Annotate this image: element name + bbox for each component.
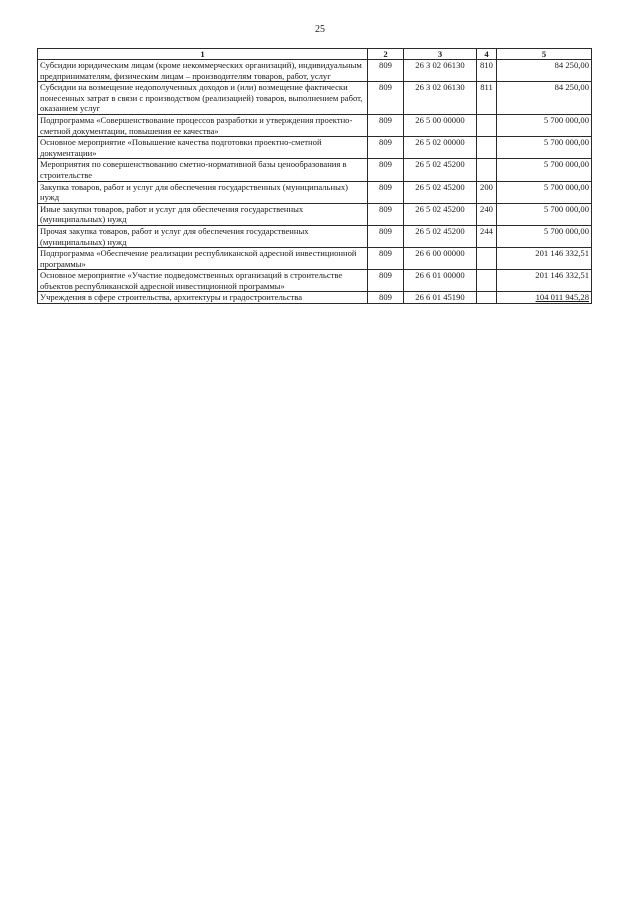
row-code-cell: 26 5 02 45200 [404,225,477,247]
row-name-cell: Учреждения в сфере строительства, архитектуры и градостроительства [38,292,368,304]
table-row [38,225,592,247]
row-sum-cell: 5 700 000,00 [497,203,592,225]
row-name-cell: Подпрограмма «Обеспечение реализации республиканской адресной инвестиционной программы» [38,248,368,270]
table-row [38,248,592,270]
row-grbs-cell: 809 [368,270,404,292]
column-header-code: 3 [404,49,477,60]
page-number: 25 [315,24,325,35]
table-header-row [38,49,592,60]
table-row [38,203,592,225]
row-grbs-cell: 809 [368,203,404,225]
row-name-cell: Мероприятия по совершенствованию сметно-нормативной базы ценообразования в строительстве [38,159,368,181]
row-name-cell: Субсидии юридическим лицам (кроме некоммерческих организаций), индивидуальным предпринимателям, физическим лицам – производителям товаров, работ, услуг [38,60,368,82]
row-name-cell: Основное мероприятие «Участие подведомственных организаций в строительстве объектов республиканской адресной инвестиционной программы» [38,270,368,292]
row-name-cell: Иные закупки товаров, работ и услуг для обеспечения государственных (муниципальных) нужд [38,203,368,225]
row-grbs-cell: 809 [368,159,404,181]
row-type-cell: 240 [477,203,497,225]
row-type-cell: 811 [477,82,497,115]
column-header-name: 1 [38,49,368,60]
row-code-cell: 26 5 00 00000 [404,114,477,136]
row-sum-cell: 201 146 332,51 [497,270,592,292]
row-grbs-cell: 809 [368,137,404,159]
row-grbs-cell: 809 [368,225,404,247]
table-row [38,114,592,136]
row-sum-cell: 84 250,00 [497,60,592,82]
row-type-cell [477,137,497,159]
row-grbs-cell: 809 [368,114,404,136]
row-name-cell: Прочая закупка товаров, работ и услуг для обеспечения государственных (муниципальных) нужд [38,225,368,247]
row-type-cell: 244 [477,225,497,247]
row-sum-cell: 5 700 000,00 [497,225,592,247]
row-code-cell: 26 5 02 00000 [404,137,477,159]
table-row [38,137,592,159]
row-type-cell [477,292,497,304]
row-name-cell: Субсидии на возмещение недополученных доходов и (или) возмещение фактически понесенных затрат в связи с производством (реализацией) товаров, выполнением работ, оказанием услуг [38,82,368,115]
row-grbs-cell: 809 [368,60,404,82]
row-code-cell: 26 6 00 00000 [404,248,477,270]
row-grbs-cell: 809 [368,82,404,115]
row-code-cell: 26 6 01 00000 [404,270,477,292]
row-code-cell: 26 5 02 45200 [404,203,477,225]
table-row [38,292,592,304]
column-header-sum: 5 [497,49,592,60]
column-header-grbs: 2 [368,49,404,60]
row-sum-cell: 5 700 000,00 [497,181,592,203]
row-code-cell: 26 5 02 45200 [404,159,477,181]
row-type-cell [477,114,497,136]
row-type-cell: 200 [477,181,497,203]
row-code-cell: 26 5 02 45200 [404,181,477,203]
table-row [38,60,592,82]
row-sum-cell: 84 250,00 [497,82,592,115]
row-name-cell: Закупка товаров, работ и услуг для обеспечения государственных (муниципальных) нужд [38,181,368,203]
budget-table [37,48,592,304]
row-sum-cell: 201 146 332,51 [497,248,592,270]
table-row [38,270,592,292]
row-grbs-cell: 809 [368,248,404,270]
table-row [38,181,592,203]
table-row [38,159,592,181]
row-code-cell: 26 3 02 06130 [404,60,477,82]
column-header-type: 4 [477,49,497,60]
row-name-cell: Основное мероприятие «Повышение качества подготовки проектно-сметной документации» [38,137,368,159]
row-type-cell [477,270,497,292]
row-code-cell: 26 3 02 06130 [404,82,477,115]
row-type-cell: 810 [477,60,497,82]
row-type-cell [477,248,497,270]
table-row [38,82,592,115]
row-grbs-cell: 809 [368,292,404,304]
row-grbs-cell: 809 [368,181,404,203]
row-name-cell: Подпрограмма «Совершенствование процессов разработки и утверждения проектно-сметной документации, повышения ее качества» [38,114,368,136]
row-sum-cell: 5 700 000,00 [497,137,592,159]
row-sum-cell: 5 700 000,00 [497,159,592,181]
row-sum-cell: 104 011 945,28 [497,292,592,304]
row-sum-cell: 5 700 000,00 [497,114,592,136]
row-code-cell: 26 6 01 45190 [404,292,477,304]
row-type-cell [477,159,497,181]
